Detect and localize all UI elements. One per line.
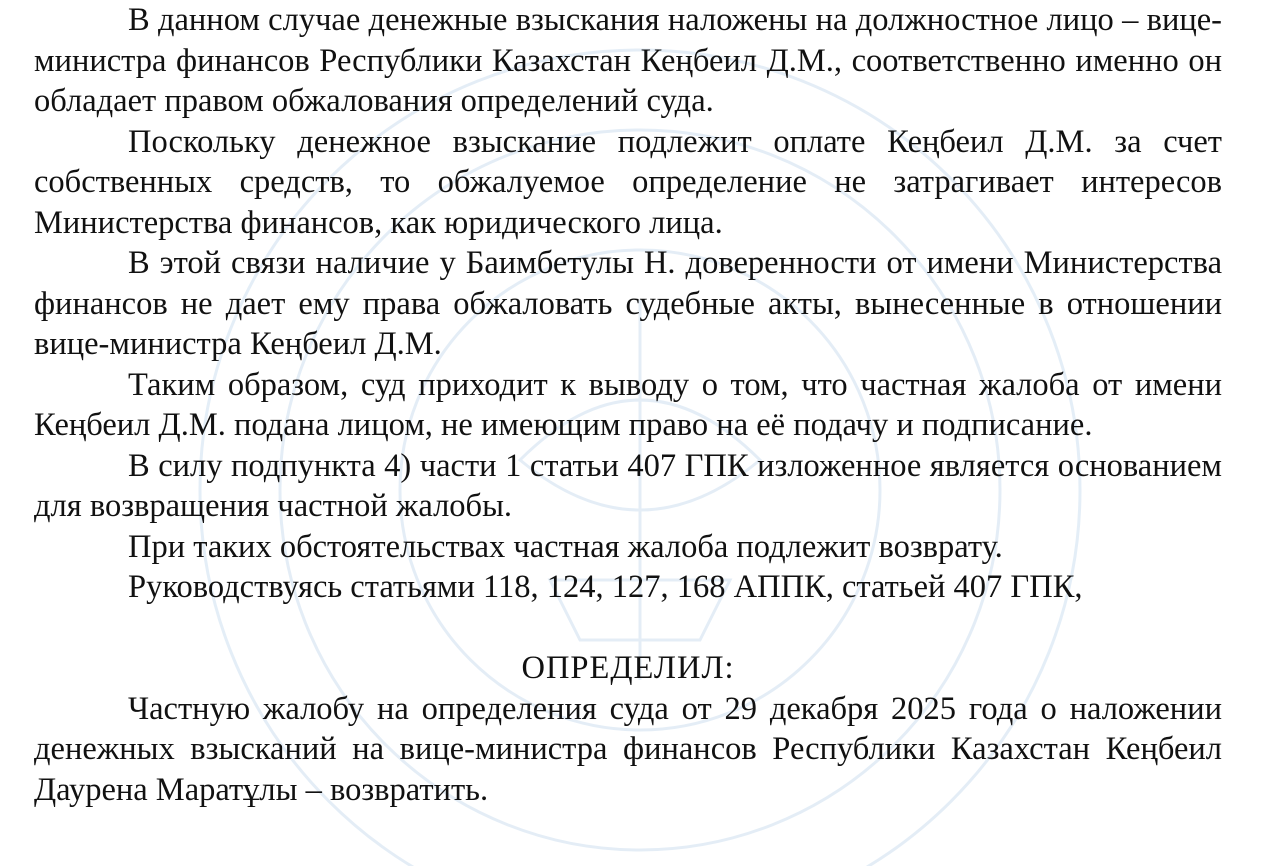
paragraph-return-circumstances: При таких обстоятельствах частная жалоба подлежит возврату. xyxy=(128,528,1003,565)
ruling-heading: ОПРЕДЕЛИЛ: xyxy=(521,650,735,686)
paragraph-power-of-attorney: В этой связи наличие у Баимбетулы Н. доверенности от имени Министерства финансов не дает ему права обжаловать судебные акты, вынесенные в отношении вице-министра Кеңбеил Д.М. xyxy=(34,245,1222,362)
document-body xyxy=(34,0,1222,810)
paragraph-own-funds: Поскольку денежное взыскание подлежит оплате Кеңбеил Д.М. за счет собственных средств, то обжалуемое определение не затрагивает интересов Министерства финансов, как юридического лица. xyxy=(34,123,1222,241)
paragraph-conclusion: Таким образом, суд приходит к выводу о том, что частная жалоба от имени Кеңбеил Д.М. подана лицом, не имеющим право на её подачу и подписание. xyxy=(34,366,1222,443)
paragraph-articles: Руководствуясь статьями 118, 124, 127, 168 АППК, статьей 407 ГПК, xyxy=(128,569,1083,605)
paragraph-resolution: Частную жалобу на определения суда от 29 декабря 2025 года о наложении денежных взысканий на вице-министра финансов Республики Казахстан Кеңбеил Даурена Маратұлы – возвратить. xyxy=(34,690,1222,808)
spacer xyxy=(34,608,1222,649)
paragraph-legal-basis: В силу подпункта 4) части 1 статьи 407 ГПК изложенное является основанием для возвращения частной жалобы. xyxy=(34,447,1222,524)
paragraph-penalty-official: В данном случае денежные взыскания наложены на должностное лицо – вице-министра финансов Республики Казахстан Кеңбеил Д.М., соответственно именно он обладает правом обжалования определений суда. xyxy=(34,2,1222,119)
